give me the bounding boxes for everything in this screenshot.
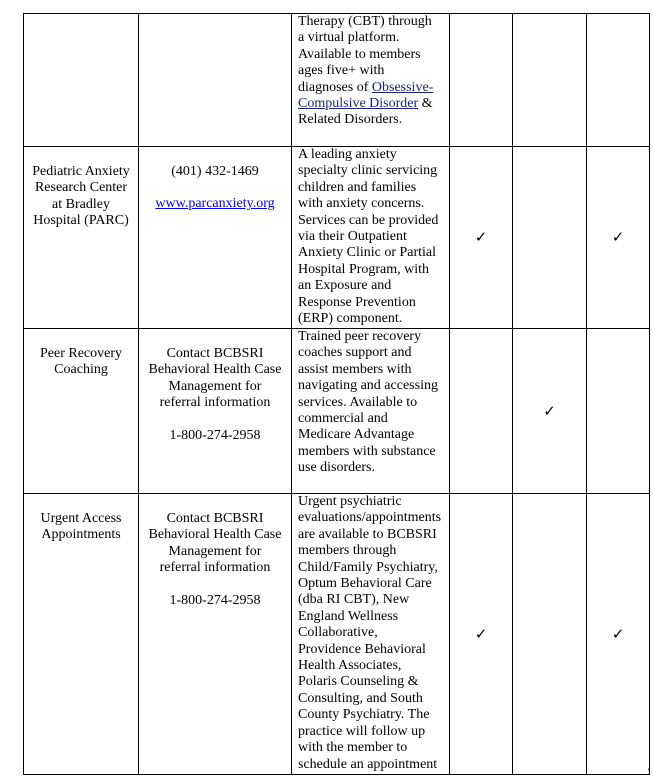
check-mark-icon: ✓ — [587, 147, 650, 329]
description-line: via their Outpatient — [298, 229, 407, 245]
check-cell-1 — [450, 329, 513, 494]
description-line: Anxiety Clinic or Partial — [298, 245, 437, 261]
description-line: Available to members — [298, 46, 421, 62]
program-name-line: Hospital (PARC) — [33, 213, 129, 229]
description-line: navigating and accessing — [298, 378, 438, 394]
description-line: practice will follow up — [298, 723, 426, 739]
description-cell — [292, 494, 450, 775]
program-name-line: at Bradley — [52, 196, 110, 212]
check-cell-2 — [513, 494, 587, 775]
description-line: Collaborative, — [298, 625, 378, 641]
phone-number: (401) 432-1469 — [171, 164, 259, 179]
program-name-line: Appointments — [41, 527, 121, 543]
ocd-link[interactable]: Obsessive- — [371, 79, 434, 95]
description-line: England Wellness — [298, 608, 399, 624]
description-line: evaluations/appointments — [298, 510, 442, 526]
check-cell-2 — [513, 147, 587, 329]
description-line: Child/Family Psychiatry, — [298, 559, 438, 575]
phone-number: 1-800-274-2958 — [169, 427, 261, 443]
check-cell-3 — [587, 329, 650, 494]
description-line: an Exposure and — [298, 278, 392, 294]
contact-line: Contact BCBSRI — [166, 511, 264, 526]
check-mark-icon: ✓ — [450, 494, 513, 775]
contact-cell — [139, 329, 292, 494]
description-line: A leading anxiety — [298, 147, 397, 162]
description-line: ages five+ with — [298, 63, 385, 79]
description-line: Related Disorders. — [298, 112, 403, 128]
check-cell-3 — [587, 14, 650, 147]
program-name-cell — [24, 494, 139, 775]
description-line: children and families — [298, 179, 417, 195]
contact-line: referral information — [159, 560, 271, 576]
description-line: services. Available to — [298, 394, 418, 410]
website-link[interactable]: www.parcanxiety.org — [155, 196, 275, 212]
table-row — [24, 329, 650, 494]
description-line: schedule an appointment — [298, 756, 438, 772]
description-line — [298, 80, 446, 96]
description-line: with the member to — [298, 740, 408, 756]
check-cell-2 — [513, 14, 587, 147]
description-line: Health Associates, — [298, 658, 402, 674]
description-line: Therapy (CBT) through — [298, 14, 432, 29]
contact-line: referral information — [159, 395, 271, 411]
description-line: Medicare Advantage — [298, 427, 415, 443]
program-name-line: Peer Recovery — [39, 346, 123, 361]
program-name-line: Research Center — [34, 180, 128, 196]
description-line: are available to BCBSRI — [298, 526, 437, 542]
program-name-line: Coaching — [54, 362, 108, 378]
program-name-line: Urgent Access — [40, 511, 122, 526]
description-line: (ERP) component. — [298, 311, 403, 327]
description-cell — [292, 147, 450, 329]
program-name-cell — [24, 14, 139, 147]
description-text: & — [418, 96, 433, 112]
program-name-line: Pediatric Anxiety — [32, 164, 130, 179]
description-text: diagnoses of — [298, 79, 372, 95]
program-name-cell — [24, 147, 139, 329]
resource-table — [23, 13, 650, 775]
program-name-cell — [24, 329, 139, 494]
phone-number: 1-800-274-2958 — [169, 592, 261, 608]
description-line: commercial and — [298, 411, 388, 427]
table-row — [24, 494, 650, 775]
description-line: Polaris Counseling & — [298, 674, 419, 690]
contact-cell — [139, 494, 292, 775]
description-line: Response Prevention — [298, 294, 416, 310]
description-line: assist members with — [298, 361, 412, 377]
check-mark-icon: ✓ — [513, 329, 587, 494]
description-line: specialty clinic servicing — [298, 163, 438, 179]
description-line: (dba RI CBT), New — [298, 592, 410, 608]
contact-cell — [139, 14, 292, 147]
check-mark-icon: ✓ — [587, 494, 650, 775]
description-line: Trained peer recovery — [298, 329, 422, 344]
description-line: coaches support and — [298, 345, 412, 361]
table-row — [24, 14, 650, 147]
description-line: Services can be provided — [298, 212, 439, 228]
description-line: Optum Behavioral Care — [298, 576, 432, 592]
description-line — [298, 96, 446, 112]
description-cell — [292, 14, 450, 147]
description-line: members through — [298, 543, 397, 559]
description-line: use disorders. — [298, 460, 375, 476]
contact-line: Management for — [168, 378, 262, 394]
description-line: Hospital Program, with — [298, 261, 430, 277]
description-line: Consulting, and South — [298, 690, 423, 706]
description-line: County Psychiatry. The — [298, 707, 430, 723]
contact-line: Contact BCBSRI — [166, 346, 264, 361]
contact-cell — [139, 147, 292, 329]
check-cell-1 — [450, 14, 513, 147]
contact-line: Behavioral Health Case — [148, 362, 282, 378]
ocd-link-continued[interactable]: Compulsive Disorder — [298, 96, 419, 112]
contact-line: Management for — [168, 543, 262, 559]
contact-line: Behavioral Health Case — [148, 527, 282, 543]
description-line: a virtual platform. — [298, 30, 400, 46]
table-row — [24, 147, 650, 329]
description-line: members with substance — [298, 443, 436, 459]
description-line: Urgent psychiatric — [298, 494, 402, 509]
description-cell — [292, 329, 450, 494]
page-corner-mark — [648, 768, 652, 771]
check-mark-icon: ✓ — [450, 147, 513, 329]
description-line: with anxiety concerns. — [298, 196, 425, 212]
description-line: Providence Behavioral — [298, 641, 426, 657]
